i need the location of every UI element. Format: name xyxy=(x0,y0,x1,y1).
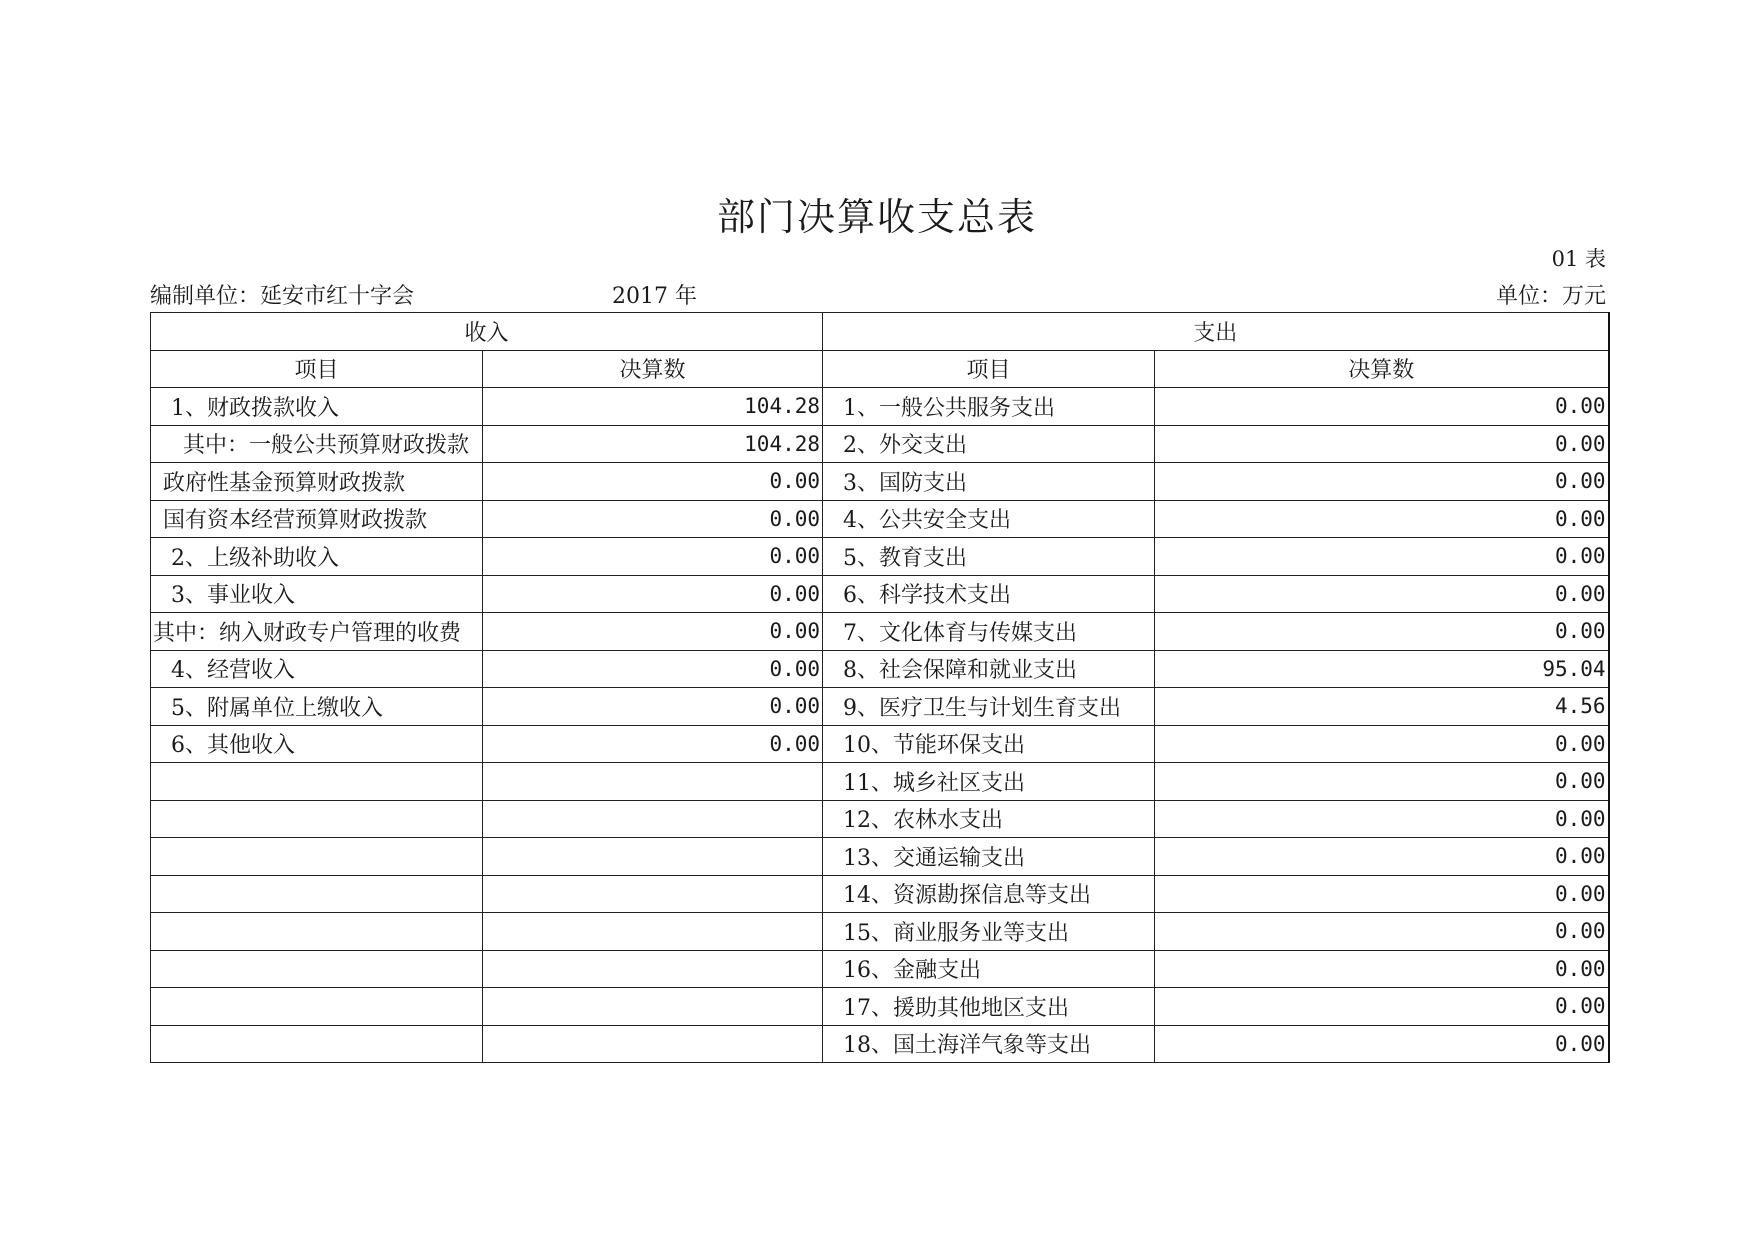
income-section-header: 收入 xyxy=(151,313,823,351)
income-item-cell xyxy=(151,875,483,913)
expense-amount-cell: 0.00 xyxy=(1155,613,1609,651)
expense-item-cell: 18、国土海洋气象等支出 xyxy=(823,1025,1155,1063)
table-row xyxy=(151,875,1609,913)
table-row xyxy=(151,650,1609,688)
table-row xyxy=(151,800,1609,838)
income-item-cell: 国有资本经营预算财政拨款 xyxy=(151,500,483,538)
expense-amount-cell: 0.00 xyxy=(1155,1025,1609,1063)
table-row xyxy=(151,988,1609,1026)
income-amount-cell xyxy=(483,1025,823,1063)
currency-unit: 单位：万元 xyxy=(1495,284,1606,309)
income-item-cell xyxy=(151,800,483,838)
expense-amount-cell: 95.04 xyxy=(1155,650,1609,688)
column-header-row xyxy=(151,350,1609,388)
income-item-cell xyxy=(151,950,483,988)
expense-amount-cell: 0.00 xyxy=(1155,538,1609,576)
table-row xyxy=(151,463,1609,501)
expense-amount-cell: 0.00 xyxy=(1155,763,1609,801)
income-item-cell: 2、上级补助收入 xyxy=(151,538,483,576)
expense-amount-cell: 0.00 xyxy=(1155,838,1609,876)
income-amount-cell: 0.00 xyxy=(483,688,823,726)
income-amount-cell xyxy=(483,800,823,838)
expense-item-cell: 13、交通运输支出 xyxy=(823,838,1155,876)
expense-item-cell: 16、金融支出 xyxy=(823,950,1155,988)
meta-line xyxy=(150,279,1606,309)
income-item-cell: 3、事业收入 xyxy=(151,575,483,613)
expense-amount-cell: 4.56 xyxy=(1155,688,1609,726)
income-amount-cell xyxy=(483,988,823,1026)
expense-amount-cell: 0.00 xyxy=(1155,988,1609,1026)
expense-amount-cell: 0.00 xyxy=(1155,725,1609,763)
expense-item-cell: 17、援助其他地区支出 xyxy=(823,988,1155,1026)
income-item-cell xyxy=(151,913,483,951)
table-row xyxy=(151,763,1609,801)
expense-item-header: 项目 xyxy=(823,350,1155,388)
compiling-unit: 编制单位：延安市红十字会 xyxy=(150,284,415,309)
expense-section-header: 支出 xyxy=(823,313,1609,351)
expense-amount-header: 决算数 xyxy=(1155,350,1609,388)
income-item-cell xyxy=(151,763,483,801)
expense-item-cell: 6、科学技术支出 xyxy=(823,575,1155,613)
expense-amount-cell: 0.00 xyxy=(1155,800,1609,838)
table-row xyxy=(151,425,1609,463)
table-row xyxy=(151,1025,1609,1063)
income-amount-cell: 0.00 xyxy=(483,463,823,501)
income-amount-cell: 0.00 xyxy=(483,725,823,763)
expense-item-cell: 4、公共安全支出 xyxy=(823,500,1155,538)
income-item-cell: 其中：一般公共预算财政拨款 xyxy=(151,425,483,463)
expense-amount-cell: 0.00 xyxy=(1155,500,1609,538)
income-amount-cell xyxy=(483,913,823,951)
expense-amount-cell: 0.00 xyxy=(1155,463,1609,501)
income-amount-cell: 0.00 xyxy=(483,538,823,576)
expense-item-cell: 9、医疗卫生与计划生育支出 xyxy=(823,688,1155,726)
income-amount-cell xyxy=(483,875,823,913)
expense-item-cell: 7、文化体育与传媒支出 xyxy=(823,613,1155,651)
expense-amount-cell: 0.00 xyxy=(1155,913,1609,951)
expense-amount-cell: 0.00 xyxy=(1155,950,1609,988)
table-row xyxy=(151,500,1609,538)
income-amount-cell xyxy=(483,838,823,876)
income-item-cell: 其中：纳入财政专户管理的收费 xyxy=(151,613,483,651)
income-amount-cell: 0.00 xyxy=(483,500,823,538)
table-row xyxy=(151,950,1609,988)
income-item-header: 项目 xyxy=(151,350,483,388)
expense-item-cell: 8、社会保障和就业支出 xyxy=(823,650,1155,688)
table-row xyxy=(151,913,1609,951)
income-item-cell: 6、其他收入 xyxy=(151,725,483,763)
expense-item-cell: 10、节能环保支出 xyxy=(823,725,1155,763)
income-amount-header: 决算数 xyxy=(483,350,823,388)
income-amount-cell xyxy=(483,763,823,801)
table-row xyxy=(151,838,1609,876)
expense-item-cell: 2、外交支出 xyxy=(823,425,1155,463)
expense-amount-cell: 0.00 xyxy=(1155,875,1609,913)
income-item-cell xyxy=(151,1025,483,1063)
income-expense-table xyxy=(150,312,1610,1063)
expense-item-cell: 12、农林水支出 xyxy=(823,800,1155,838)
table-number: 01 表 xyxy=(1551,247,1606,271)
income-amount-cell: 104.28 xyxy=(483,388,823,426)
expense-item-cell: 15、商业服务业等支出 xyxy=(823,913,1155,951)
table-row xyxy=(151,538,1609,576)
expense-item-cell: 3、国防支出 xyxy=(823,463,1155,501)
expense-amount-cell: 0.00 xyxy=(1155,388,1609,426)
income-amount-cell: 0.00 xyxy=(483,650,823,688)
expense-amount-cell: 0.00 xyxy=(1155,575,1609,613)
income-item-cell xyxy=(151,838,483,876)
expense-item-cell: 11、城乡社区支出 xyxy=(823,763,1155,801)
table-row xyxy=(151,388,1609,426)
income-item-cell xyxy=(151,988,483,1026)
section-header-row xyxy=(151,313,1609,351)
income-item-cell: 5、附属单位上缴收入 xyxy=(151,688,483,726)
page-title: 部门决算收支总表 xyxy=(716,195,1037,239)
table-row xyxy=(151,613,1609,651)
expense-item-cell: 1、一般公共服务支出 xyxy=(823,388,1155,426)
income-amount-cell: 0.00 xyxy=(483,575,823,613)
table-row xyxy=(151,688,1609,726)
expense-item-cell: 5、教育支出 xyxy=(823,538,1155,576)
income-amount-cell: 0.00 xyxy=(483,613,823,651)
report-year: 2017 年 xyxy=(612,284,697,309)
income-amount-cell xyxy=(483,950,823,988)
income-item-cell: 4、经营收入 xyxy=(151,650,483,688)
income-amount-cell: 104.28 xyxy=(483,425,823,463)
table-row xyxy=(151,725,1609,763)
expense-item-cell: 14、资源勘探信息等支出 xyxy=(823,875,1155,913)
income-item-cell: 政府性基金预算财政拨款 xyxy=(151,463,483,501)
expense-amount-cell: 0.00 xyxy=(1155,425,1609,463)
income-item-cell: 1、财政拨款收入 xyxy=(151,388,483,426)
table-row xyxy=(151,575,1609,613)
